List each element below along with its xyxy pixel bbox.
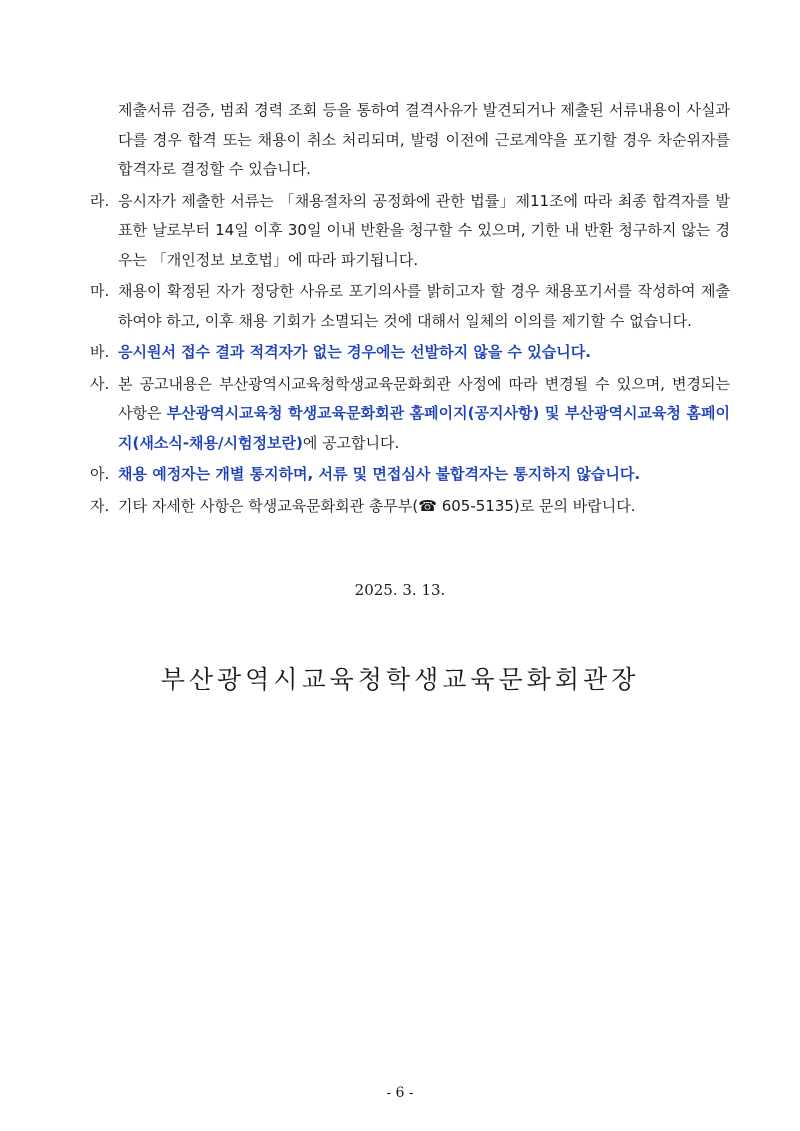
item-sa-marker: 사. [90, 374, 110, 393]
item-ba-text: 응시원서 접수 결과 적격자가 없는 경우에는 선발하지 않을 수 있습니다. [118, 343, 591, 361]
item-ma-text: 채용이 확정된 자가 정당한 사유로 포기의사를 밝히고자 할 경우 채용포기서를 작성하여 제출하여야 하고, 이후 채용 기회가 소멸되는 것에 대해서 일체의 이의를 제기할 수 없습니다. [118, 282, 730, 330]
item-a-text: 채용 예정자는 개별 통지하며, 서류 및 면접심사 불합격자는 통지하지 않습니다. [118, 465, 641, 483]
item-ma-marker: 마. [90, 282, 110, 300]
item-sa-text-2: 에 공고합니다. [302, 433, 400, 452]
item-ra-marker: 라. [90, 191, 110, 210]
item-sa-homepage-link-text: 부산광역시교육청 학생교육문화회관 홈페이지(공지사항) 및 부산광역시교육청 홈페이지(새소식-채용/시험정보란) [118, 404, 730, 452]
item-sa-text-1: 본 공고내용은 부산광역시교육청학생교육문화회관 사정에 따라 변경될 수 있으며, 변경되는 사항은 [118, 374, 730, 422]
item-ja [90, 492, 730, 522]
item-ja-text-1: 기타 자세한 사항은 학생교육문화회관 총무부( [118, 496, 419, 515]
phone-icon: ☎ [418, 496, 437, 515]
item-sa [90, 370, 730, 459]
item-a-marker: 아. [90, 465, 110, 483]
item-ja-text-2: 605-5135)로 문의 바랍니다. [436, 496, 636, 515]
item-ja-marker: 자. [90, 496, 110, 515]
item-ba [90, 338, 730, 368]
item-ba-marker: 바. [90, 343, 110, 361]
item-ma [90, 277, 730, 336]
item-ra-text: 응시자가 제출한 서류는 「채용절차의 공정화에 관한 법률」제11조에 따라 최종 합격자를 발표한 날로부터 14일 이후 30일 이내 반환을 청구할 수 있으며, 기한 내 반환 청구하지 않는 경우는 「개인정보 보호법」에 따라 파기됩니다. [118, 191, 730, 269]
item-a [90, 460, 730, 490]
item-ja-text [118, 492, 730, 522]
page-number: - 6 - [386, 1085, 414, 1101]
document-date: 2025. 3. 13. [354, 581, 446, 599]
item-ra [90, 187, 730, 276]
intro-paragraph: 제출서류 검증, 범죄 경력 조회 등을 통하여 결격사유가 발견되거나 제출된 서류내용이 사실과 다를 경우 합격 또는 채용이 취소 처리되며, 발령 이전에 근로계약을 포기할 경우 차순위자를 합격자로 결정할 수 있습니다. [118, 101, 730, 178]
issuer-signature: 부산광역시교육청학생교육문화회관장 [160, 665, 640, 694]
notice-body [90, 96, 730, 523]
item-sa-text [118, 370, 730, 459]
